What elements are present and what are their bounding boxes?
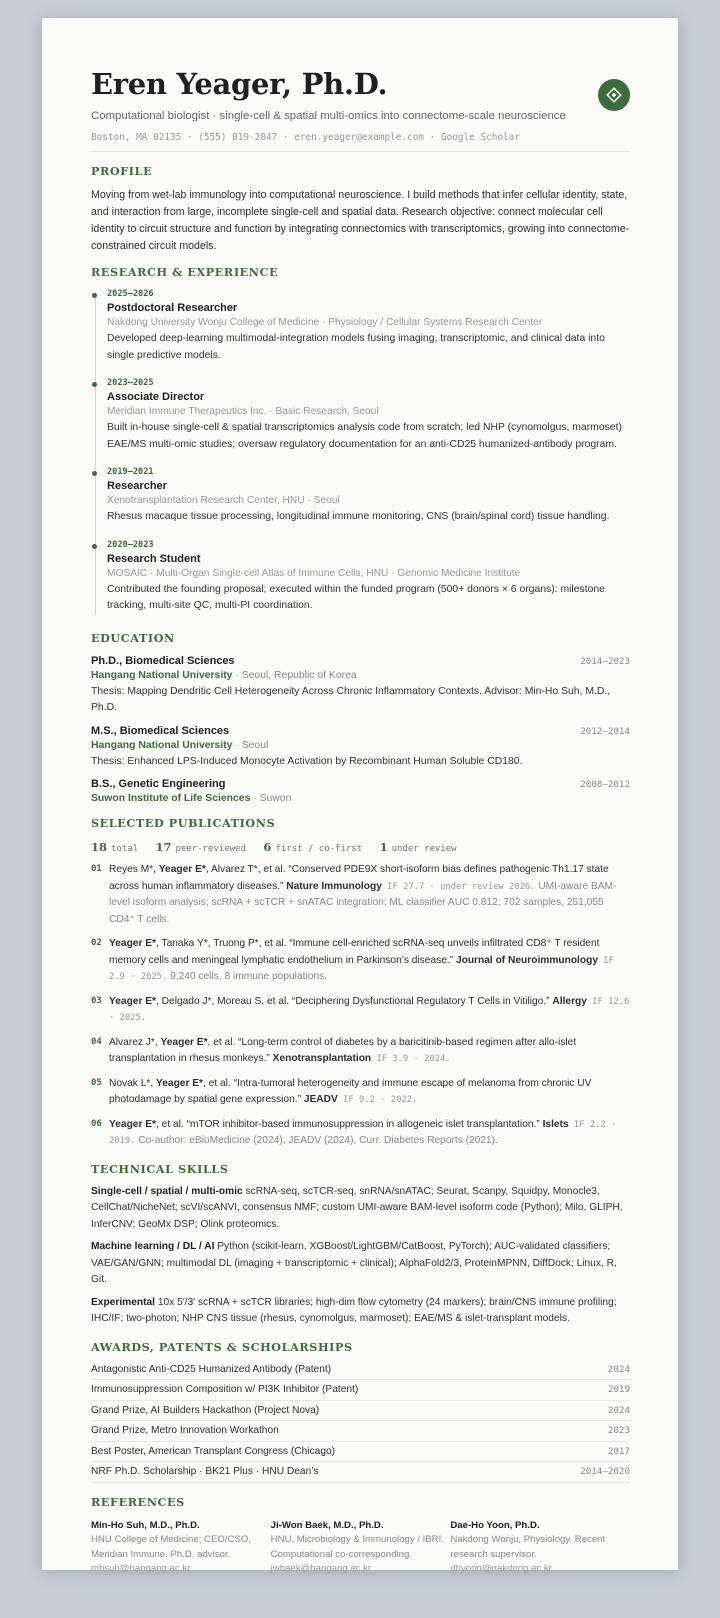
pub-journal: Islets [542,1118,569,1130]
pub-author-self: Yeager E* [109,938,157,949]
pub-number: 01 [91,864,102,874]
timeline-dot [92,293,97,298]
publications-heading: SELECTED PUBLICATIONS [91,816,276,830]
experience-date: 2019–2021 [107,467,154,477]
experience-item [107,540,630,615]
pub-number: 05 [91,1077,102,1088]
publication-item [91,994,630,1027]
experience-role: Research Student [107,552,201,565]
pub-author-self: Yeager E* [158,864,206,875]
pub-number: 06 [91,1118,102,1129]
header-divider [91,151,630,152]
stat-label: first / co-first [275,844,363,854]
publication-item [91,1117,630,1150]
experience-org: MOSAIC · Multi-Organ Single-cell Atlas of Immune Cells, HNU · Genomic Medicine Institute [107,567,521,579]
pub-meta: IF 2.2 · 2019. [109,1119,617,1146]
reference-email[interactable]: mhsuh@hangang.ac.kr [91,1563,191,1574]
pub-number: 04 [91,1036,102,1047]
experience-date: 2025–2026 [107,289,154,299]
degree: Ph.D., Biomedical Sciences [91,654,235,667]
pub-author-self: Yeager E* [160,1036,208,1048]
timeline-line [95,293,96,615]
profile-heading: PROFILE [91,164,153,178]
experience-item [107,467,630,526]
award-year: 2024 [607,1404,630,1416]
experience-date: 2020–2023 [107,539,154,550]
pub-note: UMI-aware BAM-level isoform analysis; scRNA + scTCR + snATAC integration; ML classifier AUC 0.812; 702 samples, 251,055 CD4⁺ T cells. [109,880,617,925]
timeline-dot [92,382,97,387]
skill-group [91,1239,630,1289]
skill-group [91,1184,630,1234]
stat-label: under review [391,844,457,854]
pub-title: , et al. “Long-term control of diabetes by a baricitinib-based regimen after allo-islet transplantation in rhesus monkeys.” [109,1036,577,1064]
degree: B.S., Genetic Engineering [91,778,226,790]
tagline: Computational biologist · single-cell & spatial multi-omics into connectome-scale neuroscience [91,110,566,122]
award-year: 2019 [607,1384,630,1396]
experience-desc: Contributed the founding proposal; executed within the funded program (500+ donors × 6 organs): milestone tracking, multi-site QC, multi-PI coordination. [107,583,605,611]
stat-number: 1 [379,840,388,854]
pub-note: 9,240 cells, 8 immune populations. [167,971,327,982]
pub-authors-pre: Alvarez J*, [109,1036,161,1048]
award-year: 2017 [607,1445,630,1457]
degree-years: 2012–2014 [580,725,630,737]
degree: M.S., Biomedical Sciences [91,724,230,737]
experience-org: Nakdong University Wonju College of Medicine · Physiology / Cellular Systems Research Center [107,317,543,328]
pub-meta: IF 3.9 · 2024. [371,1054,451,1064]
education-heading: EDUCATION [91,630,175,645]
experience-desc: Built in-house single-cell & spatial transcriptomics analysis code from scratch; led NHP (cynomolgus, marmoset) EAE/MS multi-omic studies; oversaw regulatory documentation for an anti-CD25 humanized-antibody program. [107,422,622,450]
pub-author-self: Yeager E* [109,995,157,1007]
publication-item [91,1076,630,1109]
pub-journal: Allergy [552,995,587,1007]
skill-text: scRNA-seq, scTCR-seq, snRNA/snATAC; Seurat, Scanpy, Squidpy, Monocle3, CellChat/NicheNet; scVI/scANVI, consensus NMF; custom UMI-aware BAM-level isoform code (Python); Milo, GLIPH, InferCNV; GeoMx DSP; Olink proteomics. [91,1185,623,1230]
award-year: 2024 [607,1363,630,1375]
award-row [91,1442,630,1463]
skill-group [91,1295,630,1328]
publication-list [91,862,630,1150]
award-year: 2014–2020 [580,1466,630,1478]
reference-card [271,1519,451,1577]
award-title: Grand Prize, AI Builders Hackathon (Project Nova) [91,1404,320,1416]
award-row [91,1401,630,1422]
skill-text: Python (scikit-learn, XGBoost/LightGBM/CatBoost, PyTorch); AUC-validated classifiers; VAE/GAN/GNN; multimodal DL (imaging + transcriptomic + clinical); AlphaFold2/3, ProteinMPNN, DiffDock; Linux, R, Git. [91,1241,617,1285]
pub-author-self: Yeager E* [109,1118,157,1130]
experience-role: Postdoctoral Researcher [107,302,238,314]
skill-text: 10x 5′/3′ scRNA + scTCR libraries; high-dim flow cytometry (24 markers); brain/CNS immune profiling; IHC/IF; two-photon; NHP CNS tissue (rhesus, cynomolgus, marmoset); EAE/MS & islet-transplant models. [91,1296,617,1324]
publication-item [91,1035,630,1068]
profile-text: Moving from wet-lab immunology into computational neuroscience. I build methods that infer cellular identity, state, and interaction from large, incomplete single-cell and spatial data. Research objective: connect molecular cell identity to circuit structure and function by integrating connectomics with transcriptomics, growing into connectome-constrained circuit models. [91,189,630,252]
award-title: Antagonistic Anti-CD25 Humanized Antibody (Patent) [91,1363,332,1375]
school-name: Hangang National University [91,669,233,681]
contact-line: Boston, MA 02135 · (555) 019-2847 · eren.yeager@example.com · Google Scholar [91,132,520,143]
experience-timeline [91,289,630,615]
award-title: NRF Ph.D. Scholarship · BK21 Plus · HNU Dean’s [91,1466,319,1478]
timeline-dot [92,471,97,476]
award-year: 2023 [607,1425,630,1437]
award-title: Best Poster, American Transplant Congress (Chicago) [91,1445,336,1457]
experience-date: 2023–2025 [107,378,154,388]
pub-title: , et al. “Intra-tumoral heterogeneity and immune escape of melanoma from chronic UV photodamage by spatial gene expression.” [109,1077,592,1105]
school-location: · Seoul [232,739,269,751]
references-list [91,1519,630,1577]
reference-desc: HNU College of Medicine; CEO/CSO, Meridian Immune. Ph.D. advisor. [91,1534,251,1560]
pub-title: , Delgado J*, Moreau S, et al. “Deciphering Dysfunctional Regulatory T Cells in Vitiligo.” [156,995,553,1007]
pub-meta: IF 2.9 · 2025. [109,955,614,982]
pub-meta: IF 27.7 · under review 2026. [381,881,536,892]
award-title: Immunosuppression Composition w/ PI3K Inhibitor (Patent) [91,1384,359,1396]
pub-meta: IF 9.2 · 2022. [337,1095,418,1105]
references-heading: REFERENCES [91,1494,185,1509]
stat-label: total [111,844,139,854]
skill-label: Machine learning / DL / AI [91,1241,215,1252]
resume-header [91,66,630,143]
pub-number: 02 [91,938,102,948]
pub-journal: Xenotransplantation [272,1053,372,1064]
pub-title: , et al. “mTOR inhibitor-based immunosuppression in allogeneic islet transplantation.” [156,1118,543,1130]
award-title: Grand Prize, Metro Innovation Workathon [91,1425,279,1437]
skills-heading: TECHNICAL SKILLS [91,1161,229,1176]
experience-desc: Rhesus macaque tissue processing, longitudinal immune monitoring, CNS (brain/spinal cord) tissue handling. [107,511,610,522]
pub-title: , Tanaka Y*, Truong P*, et al. “Immune cell-enriched scRNA-seq unveils infiltrated CD8⁺ T resident memory cells and meningeal lymphatic endothelium in Parkinson’s disease.” [109,938,600,966]
stat-number: 17 [155,840,172,854]
reference-name: Min-Ho Suh, M.D., Ph.D. [91,1519,200,1531]
candidate-name: Eren Yeager, Ph.D. [91,67,388,101]
stat-label: peer-reviewed [175,844,246,854]
education-item [91,778,630,804]
experience-item [107,378,630,453]
reference-email[interactable]: jwbaek@hangang.ac.kr [270,1563,372,1574]
pub-author-self: Yeager E* [156,1077,204,1089]
experience-heading: RESEARCH & EXPERIENCE [91,265,279,279]
experience-org: Meridian Immune Therapeutics Inc. · Basic Research, Seoul [107,406,379,417]
publication-item [91,936,630,986]
pub-title: , Alvarez T*, et al. “Conserved PDE9X short-isoform bias defines pathogenic Th1.17 state across human inflammatory diseases.” [109,864,609,892]
degree-years: 2008–2012 [580,779,630,790]
publication-stats [91,840,630,854]
school-location: · Suwon [250,793,292,804]
stat-number: 18 [91,840,108,854]
school-name: Suwon Institute of Life Sciences [91,793,251,804]
award-row [91,1462,630,1483]
pub-journal: JEADV [303,1094,338,1105]
skill-label: Single-cell / spatial / multi-omic [91,1185,243,1197]
publication-item [91,862,630,928]
award-row [91,1380,630,1401]
pub-authors-pre: Novak L*, [109,1077,156,1089]
experience-role: Associate Director [107,391,205,403]
reference-desc: HNU, Microbiology & Immunology / IBRI. Computational co-corresponding. [270,1534,444,1560]
awards-list [91,1360,630,1483]
school-location: · Seoul, Republic of Korea [232,669,357,681]
experience-role: Researcher [107,480,167,492]
reference-card [91,1519,271,1577]
pub-note: Co-author: eBioMedicine (2024), JEADV (2024), Curr. Diabetes Reports (2021). [135,1135,498,1146]
pub-authors-pre: Reyes M*, [109,864,159,875]
pub-number: 03 [91,995,102,1006]
stat-number: 6 [263,840,272,854]
resume-page [42,18,678,1574]
awards-heading: AWARDS, PATENTS & SCHOLARSHIPS [91,1339,353,1354]
reference-name: Dae-Ho Yoon, Ph.D. [450,1519,540,1531]
pub-journal: Nature Immunology [286,880,382,892]
experience-desc: Developed deep-learning multimodal-integration models fusing imaging, transcriptomic, and clinical data into single predictive models. [107,333,605,361]
pub-journal: Journal of Neuroimmunology [455,954,599,966]
education-item [91,725,630,771]
skill-label: Experimental [91,1296,155,1308]
reference-name: Ji-Won Baek, M.D., Ph.D. [270,1519,384,1531]
thesis: Thesis: Mapping Dendritic Cell Heterogeneity Across Chronic Inflammatory Contexts. Advisor: Min-Ho Suh, M.D., Ph.D. [91,685,611,713]
school-name: Hangang National University [91,739,233,751]
experience-org: Xenotransplantation Research Center, HNU · Seoul [107,495,340,506]
experience-item [107,289,630,364]
timeline-dot [92,544,97,549]
award-row [91,1360,630,1381]
pub-meta: IF 12.6 · 2025. [109,996,630,1023]
reference-desc: Nakdong Wonju, Physiology. Recent research supervisor. [450,1534,606,1560]
diamond-icon [598,79,630,111]
thesis: Thesis: Enhanced LPS-Induced Monocyte Activation by Recombinant Human Soluble CD180. [91,755,523,767]
degree-years: 2014–2023 [580,655,630,667]
reference-card [450,1519,630,1577]
education-item [91,655,630,717]
reference-email[interactable]: dhyoon@nakdong.ac.kr [450,1563,552,1574]
award-row [91,1421,630,1442]
